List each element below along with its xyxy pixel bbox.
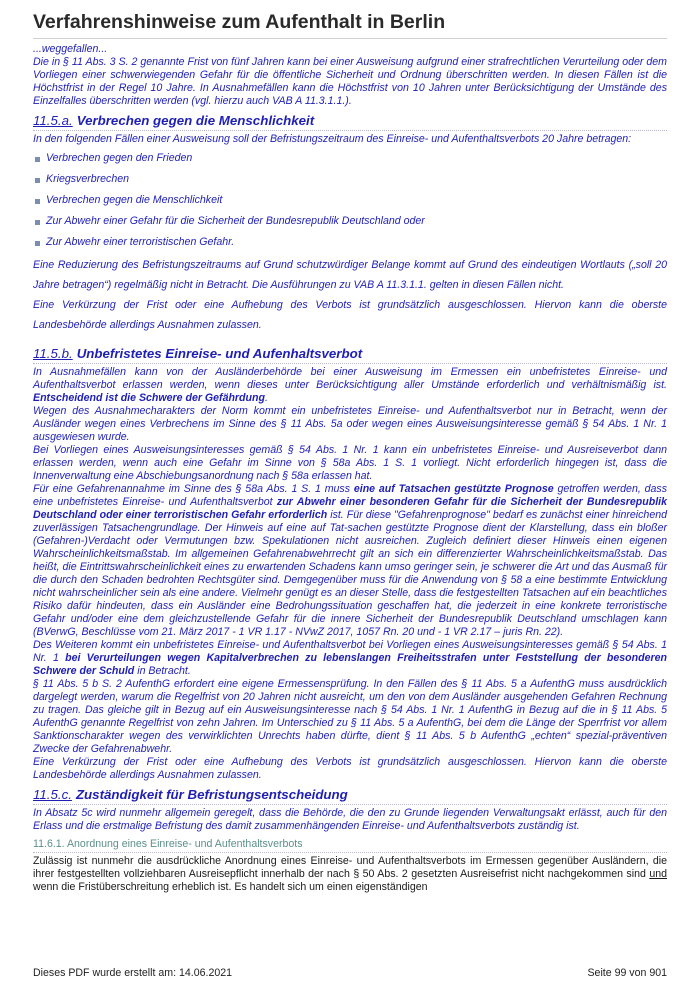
paragraph: Bei Vorliegen eines Ausweisungsinteresses gemäß § 54 Abs. 1 Nr. 1 kann ein unbefristetes Einreise- und Ausreiseverbot dann erlassen werden, wenn auch eine Gefahr im Sinne von § 58a Abs. 1 S. 1 vorliegt. Nicht erforderlich hingegen ist, dass die Innenverwaltung eine Abschiebungsanordnung nach § 58a erlassen hat. (33, 444, 667, 482)
paragraph (33, 483, 667, 639)
list-item: Kriegsverbrechen (33, 169, 667, 190)
section-divider (33, 804, 667, 805)
section-heading-11-5-b (33, 345, 667, 362)
paragraph (33, 366, 667, 405)
emphasis: zur Abwehr einer besonderen Gefahr für die Sicherheit der Bundesrepublik Deutschland oder einer terroristischen Gefahr erforderlich (33, 496, 667, 521)
paragraph: In Absatz 5c wird nunmehr allgemein geregelt, dass die Behörde, die den zu Grunde liegenden Verwaltungsakt erlässt, auch für den Erlass und die erstmalige Befristung des damit zusammenhängenden Einreise- und Aufenthaltsverbots zuständig ist. (33, 807, 667, 832)
text-run: In Ausnahmefällen kann von der Ausländerbehörde bei einer Ausweisung im Ermessen ein unbefristetes Einreise- und Aufenthaltsverbot erlassen werden, wenn dieses unter Berücksichtigung aller Umstände erforderlich und verhältnismäßig ist. (33, 366, 667, 391)
section-title: Verbrechen gegen die Menschlichkeit (76, 113, 315, 128)
paragraph: Eine Verkürzung der Frist oder eine Aufhebung des Verbots ist grundsätzlich ausgeschlossen. Hiervon kann die oberste Landesbehörde allerdings Ausnahmen zulassen. (33, 756, 667, 781)
emphasis: bei Verurteilungen wegen Kapitalverbrechen zu lebenslangen Freiheitsstrafen unter Feststellung der besonderen Schwere der Schuld (33, 652, 667, 677)
text-run: in Betracht. (134, 665, 191, 677)
underlined-word: und (649, 868, 667, 880)
document-page (33, 10, 667, 894)
text-run: Zulässig ist nunmehr die ausdrückliche Anordnung eines Einreise- und Aufenthaltsverbots im Ermessen gegenüber Ausländern, die ihrer festgestellten vollziehbaren Ausreisepflicht innerhalb der nach § 50 Abs. 2 gesetzten Ausreisefrist nicht nachgekommen sind (33, 855, 667, 880)
section-divider (33, 852, 667, 853)
paragraph: Wegen des Ausnahmecharakters der Norm kommt ein unbefristetes Einreise- und Aufenthaltsverbot nur in Betracht, wenn der Ausländer wegen eines Verbrechens im Sinne des § 11 Abs. 5a oder wegen eines Ausweisungsinteresse gemäß § 54 Abs. 1 Nr. 1 ausgewiesen wurde. (33, 405, 667, 443)
subsection-title: 11.6.1. Anordnung eines Einreise- und Aufenthaltsverbots (33, 838, 303, 850)
paragraph: Eine Verkürzung der Frist oder eine Aufhebung des Verbots ist grundsätzlich ausgeschlossen. Hiervon kann die oberste Landesbehörde allerdings Ausnahmen zulassen. (33, 299, 667, 331)
list-item: Zur Abwehr einer Gefahr für die Sicherheit der Bundesrepublik Deutschland oder (33, 211, 667, 232)
crime-list (33, 148, 667, 253)
list-item: Verbrechen gegen die Menschlichkeit (33, 190, 667, 211)
text-run: ist. Für diese "Gefahrenprognose" bedarf es zunächst einer hinreichend zuverlässigen Tatsachengrundlage. Der Hinweis auf eine auf Tat-sachen gestützte Prognose dient der Klarstellung, dass ein bloßer (Gefahren-)Verdacht oder Vermutungen bzw. Spekulationen nicht ausreichen. Zugleich definiert dieser Hinweis einen eigenen Wahrscheinlichkeitsmaßstab. Im allgemeinen Gefahrenabwehrrecht gilt an sich ein differenzierter Wahrscheinlichkeitsmaßstab. Das heißt, die Eintrittswahrscheinlichkeit eines zu erwartenden Schadens kann umso geringer sein, je schwerer die Art und das Ausmaß für die durch den Schaden bedrohten Rechtsgüter sind. Demgegenüber muss für die Anwendung von § 58 a eine bestimmte Entwicklung nicht wahrscheinlicher sein als eine andere. Vielmehr genügt es an dieser Stelle, dass die festgestellten Tatsachen auf ein beachtliches Risiko dafür hindeuten, dass ein Ausländer eine Bedrohungssituation geschaffen hat, die jederzeit in eine konkrete terroristische Gefahr und/oder eine dem gleichzustellende Gefahr für die innere Sicherheit der Bundesrepublik Deutschland umschlagen kann (BVerwG, Beschlüsse vom 21. März 2017 - 1 VR 1.17 - NVwZ 2017, 1057 Rn. 20 und - 1 VR 2.17 – juris Rn. 22). (33, 509, 667, 638)
text-run: Für eine Gefahrenannahme im Sinne des § 58a Abs. 1 S. 1 muss (33, 483, 354, 495)
intro-paragraph: Die in § 11 Abs. 3 S. 2 genannte Frist von fünf Jahren kann bei einer Ausweisung aufgrund einer strafrechtlichen Verurteilung oder dem Vorliegen einer schwerwiegenden Gefahr für die öffentliche Sicherheit und Ordnung überschritten werden. In diesen Fällen ist die Höchstfrist in der Regel 10 Jahre. In Ausnahmefällen kann die Höchstfrist von 10 Jahren unter Berücksichtigung der Umstände des Einzelfalles überschritten werden (vgl. hierzu auch VAB A 11.3.1.1.). (33, 56, 667, 107)
paragraph (33, 639, 667, 678)
section-lead: In den folgenden Fällen einer Ausweisung soll der Befristungszeitraum des Einreise- und Aufenthaltsverbots 20 Jahre betragen: (33, 133, 632, 145)
text-run: wenn die Fristüberschreitung erheblich ist. Es handelt sich um einen eigenständigen (33, 881, 428, 893)
page-number: Seite 99 von 901 (587, 967, 667, 979)
section-title: Unbefristetes Einreise- und Aufenhaltsverbot (76, 346, 363, 361)
document-title: Verfahrenshinweise zum Aufenthalt in Berlin (33, 11, 446, 33)
section-number[interactable]: 11.5.a. (33, 113, 73, 128)
paragraph: Eine Reduzierung des Befristungszeitraums auf Grund schutzwürdiger Belange kommt auf Grund des eindeutigen Wortlauts („soll 20 Jahre betragen“) regelmäßig nicht in Betracht. Die Ausführungen zu VAB A 11.3.1.1. gelten in diesen Fällen nicht. (33, 259, 667, 291)
section-title: Zuständigkeit für Befristungsentscheidung (75, 787, 348, 802)
title-divider (33, 38, 667, 39)
paragraph (33, 855, 667, 894)
creation-date: Dieses PDF wurde erstellt am: 14.06.2021 (33, 967, 233, 979)
text-run: Des Weiteren kommt ein unbefristetes Einreise- und Aufenthaltsverbot bei Vorliegen eines Ausweisungsinteresses gemäß § 54 Abs. 1 Nr. 1 (33, 639, 667, 664)
section-number[interactable]: 11.5.c. (33, 787, 72, 802)
list-item: Verbrechen gegen den Frieden (33, 148, 667, 169)
emphasis: Entscheidend ist die Schwere der Gefährdung (33, 392, 265, 404)
section-heading-11-5-a (33, 112, 667, 129)
list-item: Zur Abwehr einer terroristischen Gefahr. (33, 232, 667, 253)
section-number[interactable]: 11.5.b. (33, 346, 73, 361)
section-heading-11-5-c (33, 786, 667, 803)
paragraph: § 11 Abs. 5 b S. 2 AufenthG erfordert eine eigene Ermessensprüfung. In den Fällen des § 11 Abs. 5 a AufenthG muss ausdrücklich dargelegt werden, warum die Regelfrist von 20 Jahren nicht ausreicht, um den von dem Ausländer ausgehenden Gefahren Rechnung zu tragen. Das gleiche gilt in Bezug auf ein Ausweisungsinteresse nach § 54 Abs. 1 Nr. 1 AufenthG in Bezug auf die in § 11 Abs. 5 AufenthG genannte Regelfrist von zehn Jahren. Im Unterschied zu § 11 Abs. 5 a AufenthG, bei dem die Länge der Sperrfrist vor allem Sanktionscharakter wegen des verwirklichten Unrechts haben dürfte, dient § 11 Abs. 5 b AufenthG „echten“ spezial-präventiven Zwecke der Gefahrenabwehr. (33, 678, 667, 755)
text-run: . (264, 392, 268, 404)
text-run: getroffen werden, dass eine unbefristetes Einreise- und Aufenthaltsverbot (33, 483, 667, 508)
removed-note: ...weggefallen... (33, 43, 108, 55)
section-divider (33, 363, 667, 364)
emphasis: eine auf Tatsachen gestützte Prognose (353, 483, 554, 495)
section-divider (33, 130, 667, 131)
